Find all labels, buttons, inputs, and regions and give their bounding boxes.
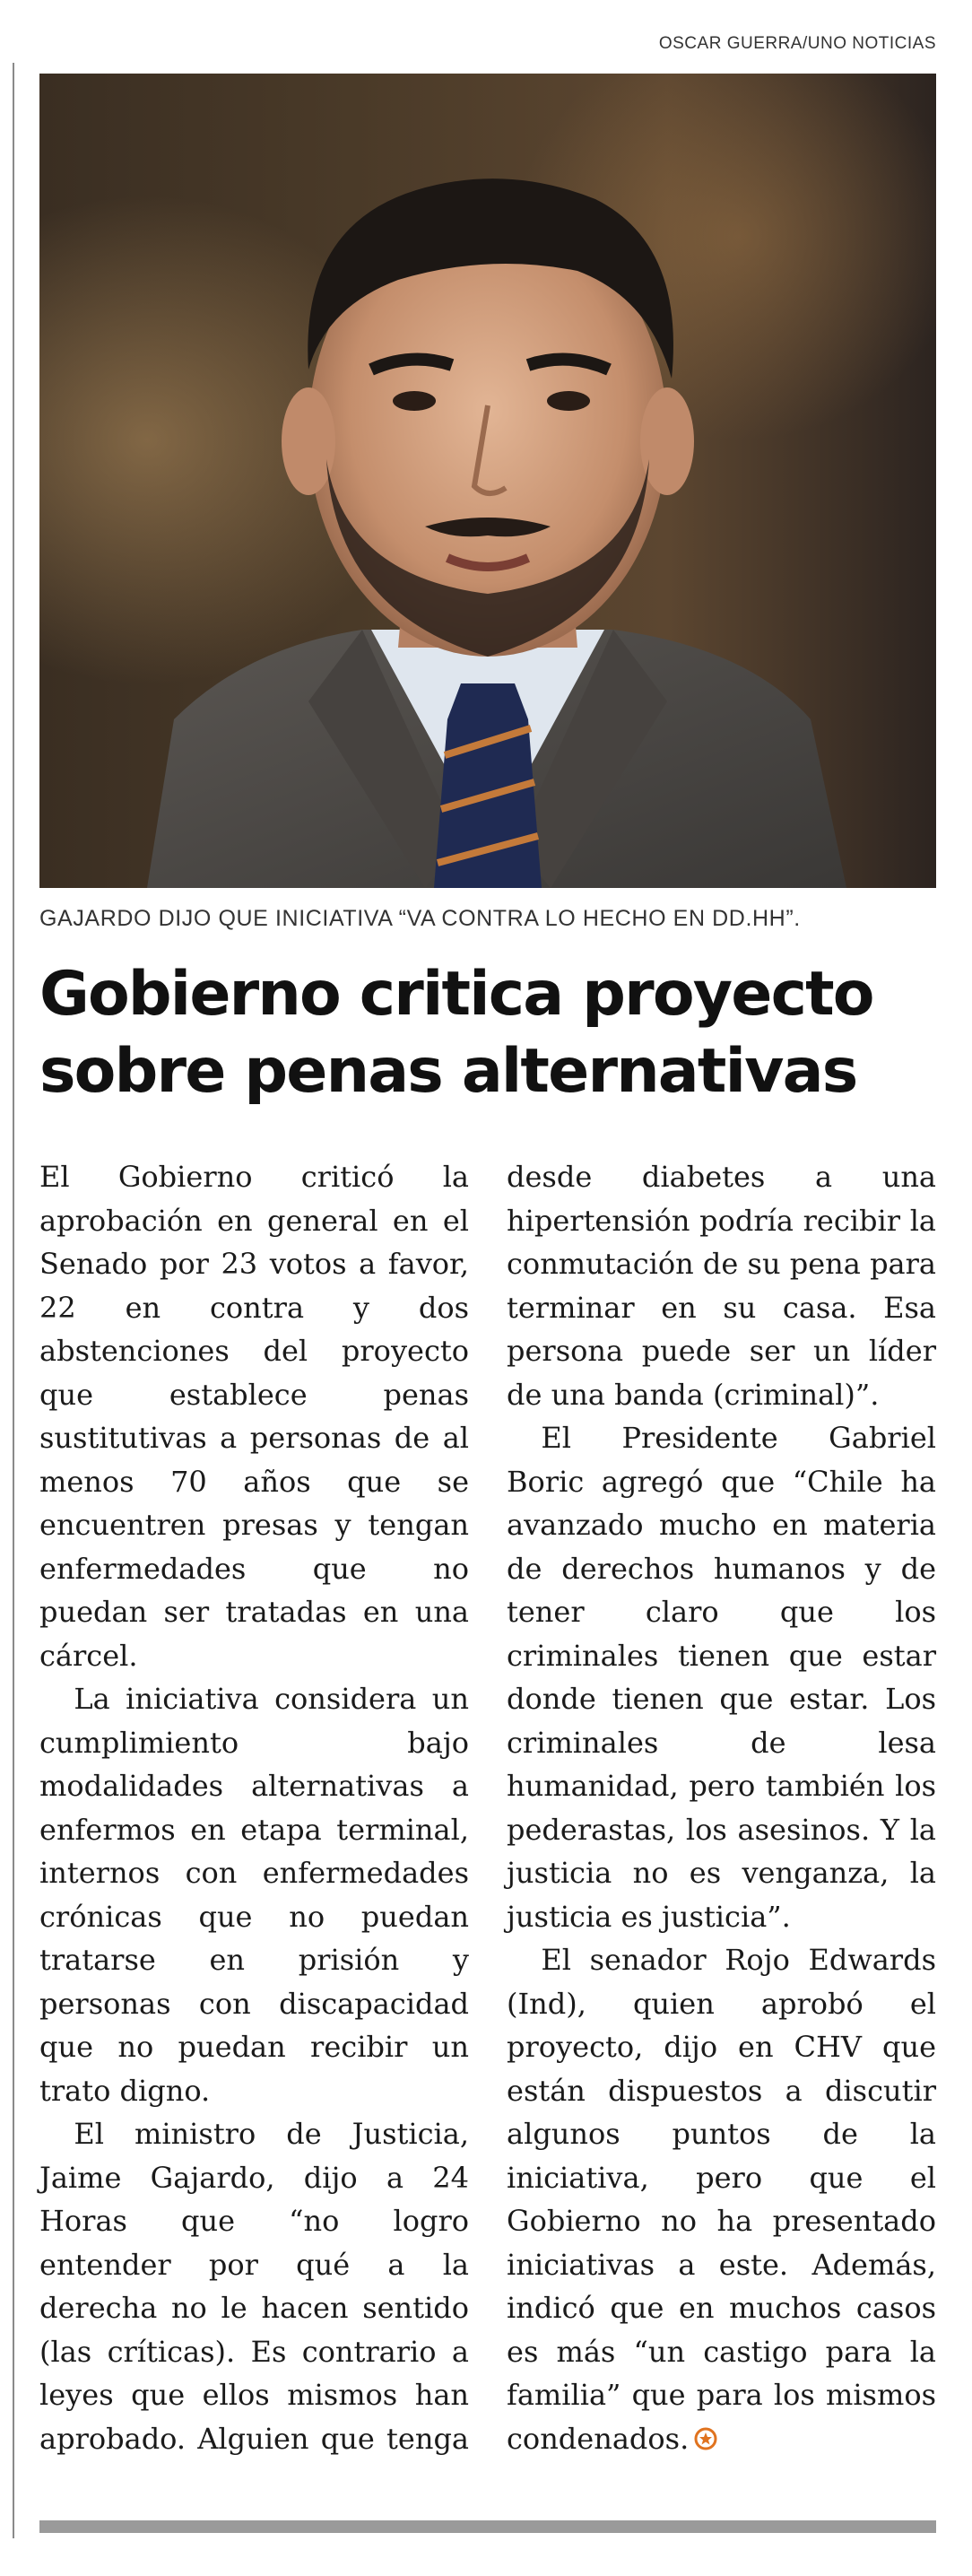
headline [39,956,945,1110]
paragraph-1: El Gobierno criticó la aprobación en general en el Senado por 23 votos a favor, 22 en contra y dos abstenciones del proyecto que establece penas sustitutivas a personas de al menos 70 años que se encuentren presas y tengan enfermedades que no puedan ser tratadas en una cárcel. [39,1160,469,1673]
paragraph-5 [507,1938,936,2460]
photo-credit: OSCAR GUERRA/UNO NOTICIAS [658,34,936,53]
column-rule [13,63,14,2538]
paragraph-4: El Presidente Gabriel Boric agregó que “Chile ha avanzado mucho en materia de derechos humanos y de tener claro que los criminales tienen que estar donde tienen que estar. Los criminales de lesa humanidad, pero también los pederastas, los asesinos. Y la justicia no es venganza, la justicia es justicia”. [507,1421,936,1934]
headline-line-1: Gobierno critica proyecto [39,959,873,1030]
photo-caption: GAJARDO DIJO QUE INICIATIVA “VA CONTRA LO HECHO EN DD.HH”. [39,906,801,931]
article-body [39,1155,936,2501]
paragraph-2: La iniciativa considera un cumplimiento bajo modalidades alternativas a enfermos en etapa terminal, internos con enfermedades crónicas que no puedan tratarse en prisión y personas con discapacidad que no puedan recibir un trato digno. [39,1682,469,2108]
article-photo [39,74,936,888]
paragraph-5-text: El senador Rojo Edwards (Ind), quien aprobó el proyecto, dijo en CHV que están dispuestos a discutir algunos puntos de la iniciativa, pero que el Gobierno no ha presentado iniciativas a este. Además, indicó que en muchos casos es más “un castigo para la familia” que para los mismos condenados. [507,1943,936,2456]
portrait-image [39,74,936,888]
paragraph-3: El ministro de Justicia, Jaime Gajardo, dijo a 24 Horas que “no logro entender por qué a la derecha no le hacen sentido (las críticas). Es contrario a leyes que ellos mismos han aprobado. Alguien que tenga desde diabetes a una hipertensión podría recibir la conmutación de su pena para terminar en su casa. Esa persona puede ser un líder de una banda (criminal)”. [39,1160,936,2456]
bottom-bar [39,2520,936,2533]
end-of-article-icon [694,2427,717,2450]
headline-line-2: sobre penas alternativas [39,1036,857,1107]
